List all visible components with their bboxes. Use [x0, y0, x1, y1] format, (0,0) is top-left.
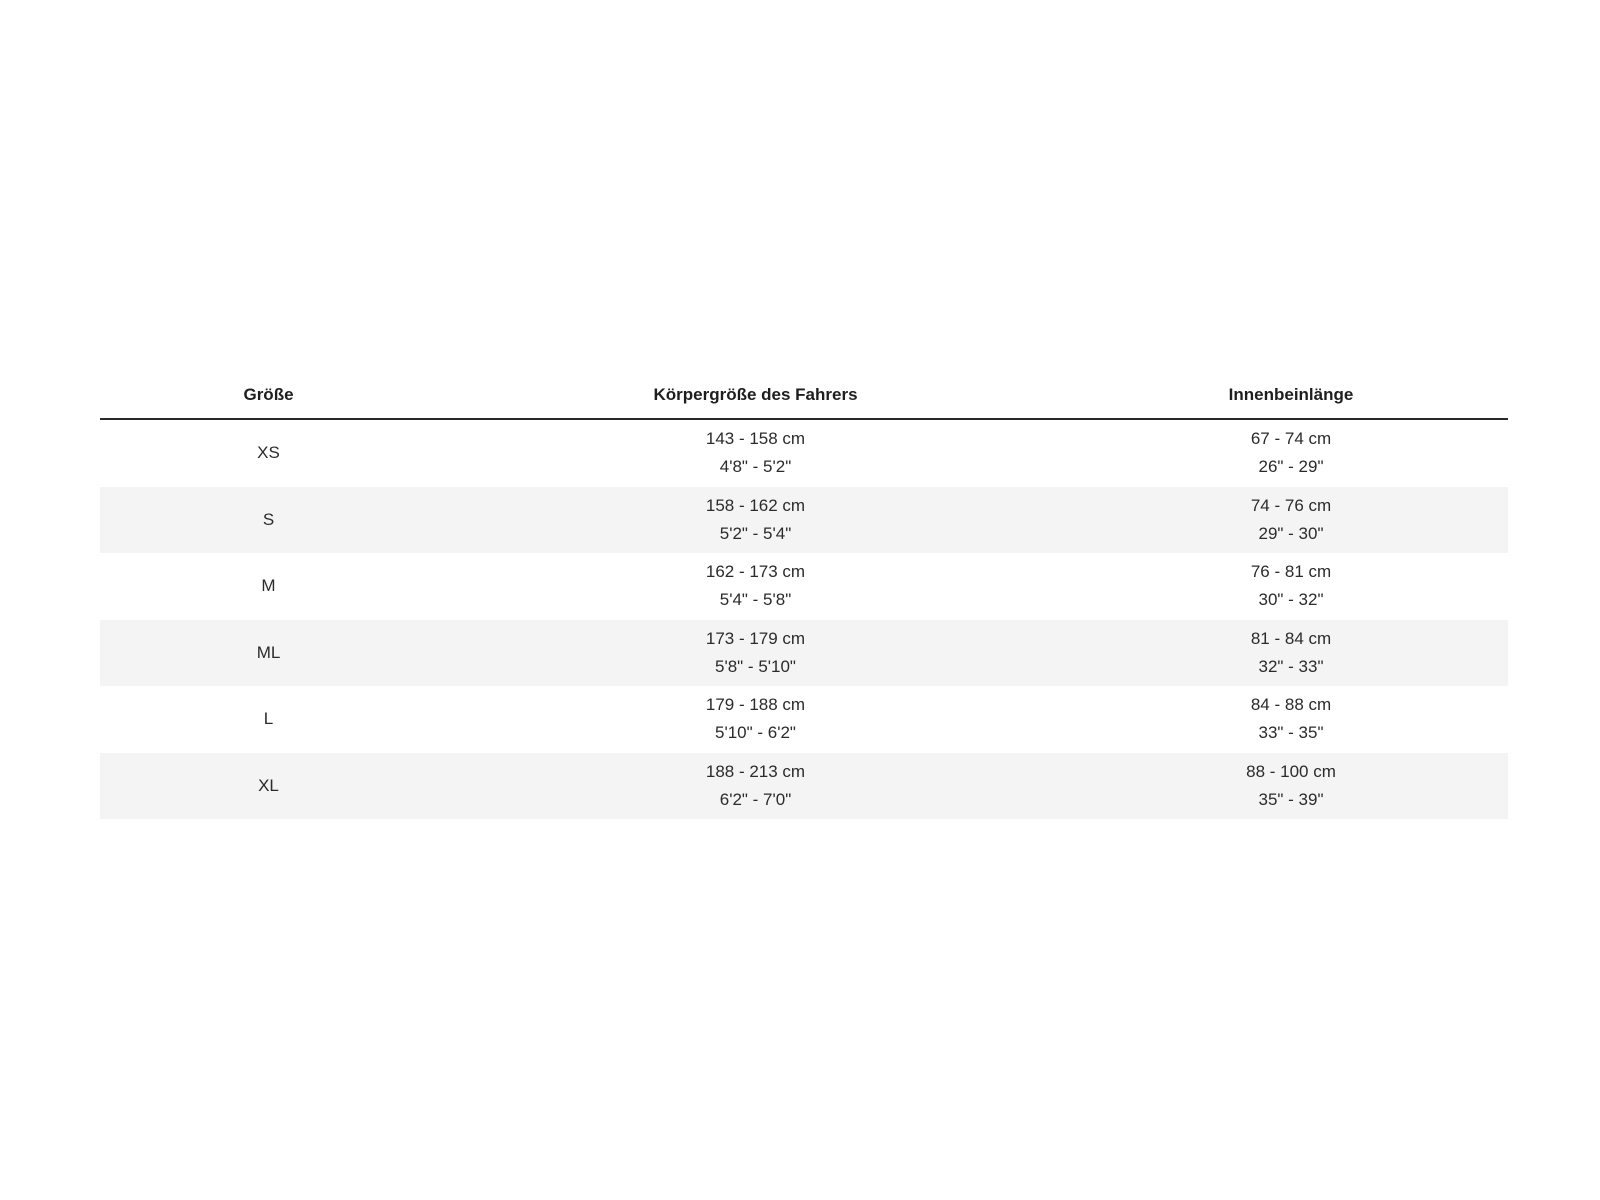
- cell-inseam: [1074, 753, 1508, 820]
- header-size: Größe: [100, 372, 437, 419]
- table-row: [100, 686, 1508, 753]
- table-header-row: [100, 372, 1508, 419]
- cell-size: ML: [100, 620, 437, 687]
- cell-rider-height: [437, 753, 1074, 820]
- inseam-in: 35" - 39": [1258, 789, 1324, 809]
- height-ft: 5'4" - 5'8": [719, 590, 792, 610]
- height-ft: 5'10" - 6'2": [715, 723, 796, 743]
- cell-size: M: [261, 576, 276, 596]
- size-chart-table: [100, 372, 1508, 819]
- height-cm: 173 - 179 cm: [705, 628, 806, 648]
- inseam-in: 30" - 32": [1258, 590, 1324, 610]
- table-row: [100, 487, 1508, 554]
- cell-size: L: [263, 709, 274, 729]
- inseam-cm: 88 - 100 cm: [1246, 761, 1336, 781]
- height-cm: 188 - 213 cm: [705, 761, 806, 781]
- height-cm: 162 - 173 cm: [705, 562, 806, 582]
- cell-inseam: [1074, 419, 1508, 487]
- height-cm: 179 - 188 cm: [705, 695, 806, 715]
- inseam-cm: 74 - 76 cm: [1250, 495, 1332, 515]
- inseam-cm: 76 - 81 cm: [1250, 562, 1332, 582]
- cell-rider-height: [437, 553, 1074, 620]
- header-inseam: Innenbeinlänge: [1074, 372, 1508, 419]
- cell-rider-height: [437, 620, 1074, 687]
- height-ft: 5'8" - 5'10": [715, 656, 796, 676]
- height-ft: 6'2" - 7'0": [719, 789, 792, 809]
- cell-size: XS: [257, 443, 280, 463]
- height-cm: 158 - 162 cm: [705, 495, 806, 515]
- cell-rider-height: [437, 419, 1074, 487]
- header-rider-height: Körpergröße des Fahrers: [437, 372, 1074, 419]
- inseam-cm: 81 - 84 cm: [1250, 628, 1332, 648]
- cell-inseam: [1074, 620, 1508, 687]
- height-ft: 4'8" - 5'2": [719, 457, 792, 477]
- cell-inseam: [1074, 553, 1508, 620]
- table-row: [100, 753, 1508, 820]
- cell-rider-height: [437, 487, 1074, 554]
- inseam-in: 29" - 30": [1258, 523, 1324, 543]
- inseam-cm: 84 - 88 cm: [1250, 695, 1332, 715]
- inseam-in: 32" - 33": [1258, 656, 1324, 676]
- cell-size: XL: [100, 753, 437, 820]
- table-row: [100, 553, 1508, 620]
- cell-inseam: [1074, 487, 1508, 554]
- cell-rider-height: [437, 686, 1074, 753]
- cell-inseam: [1074, 686, 1508, 753]
- cell-size: S: [100, 487, 437, 554]
- inseam-in: 33" - 35": [1258, 723, 1324, 743]
- height-ft: 5'2" - 5'4": [719, 523, 792, 543]
- inseam-cm: 67 - 74 cm: [1250, 429, 1332, 449]
- height-cm: 143 - 158 cm: [705, 429, 806, 449]
- table-row: [100, 419, 1508, 487]
- table-row: [100, 620, 1508, 687]
- inseam-in: 26" - 29": [1258, 457, 1324, 477]
